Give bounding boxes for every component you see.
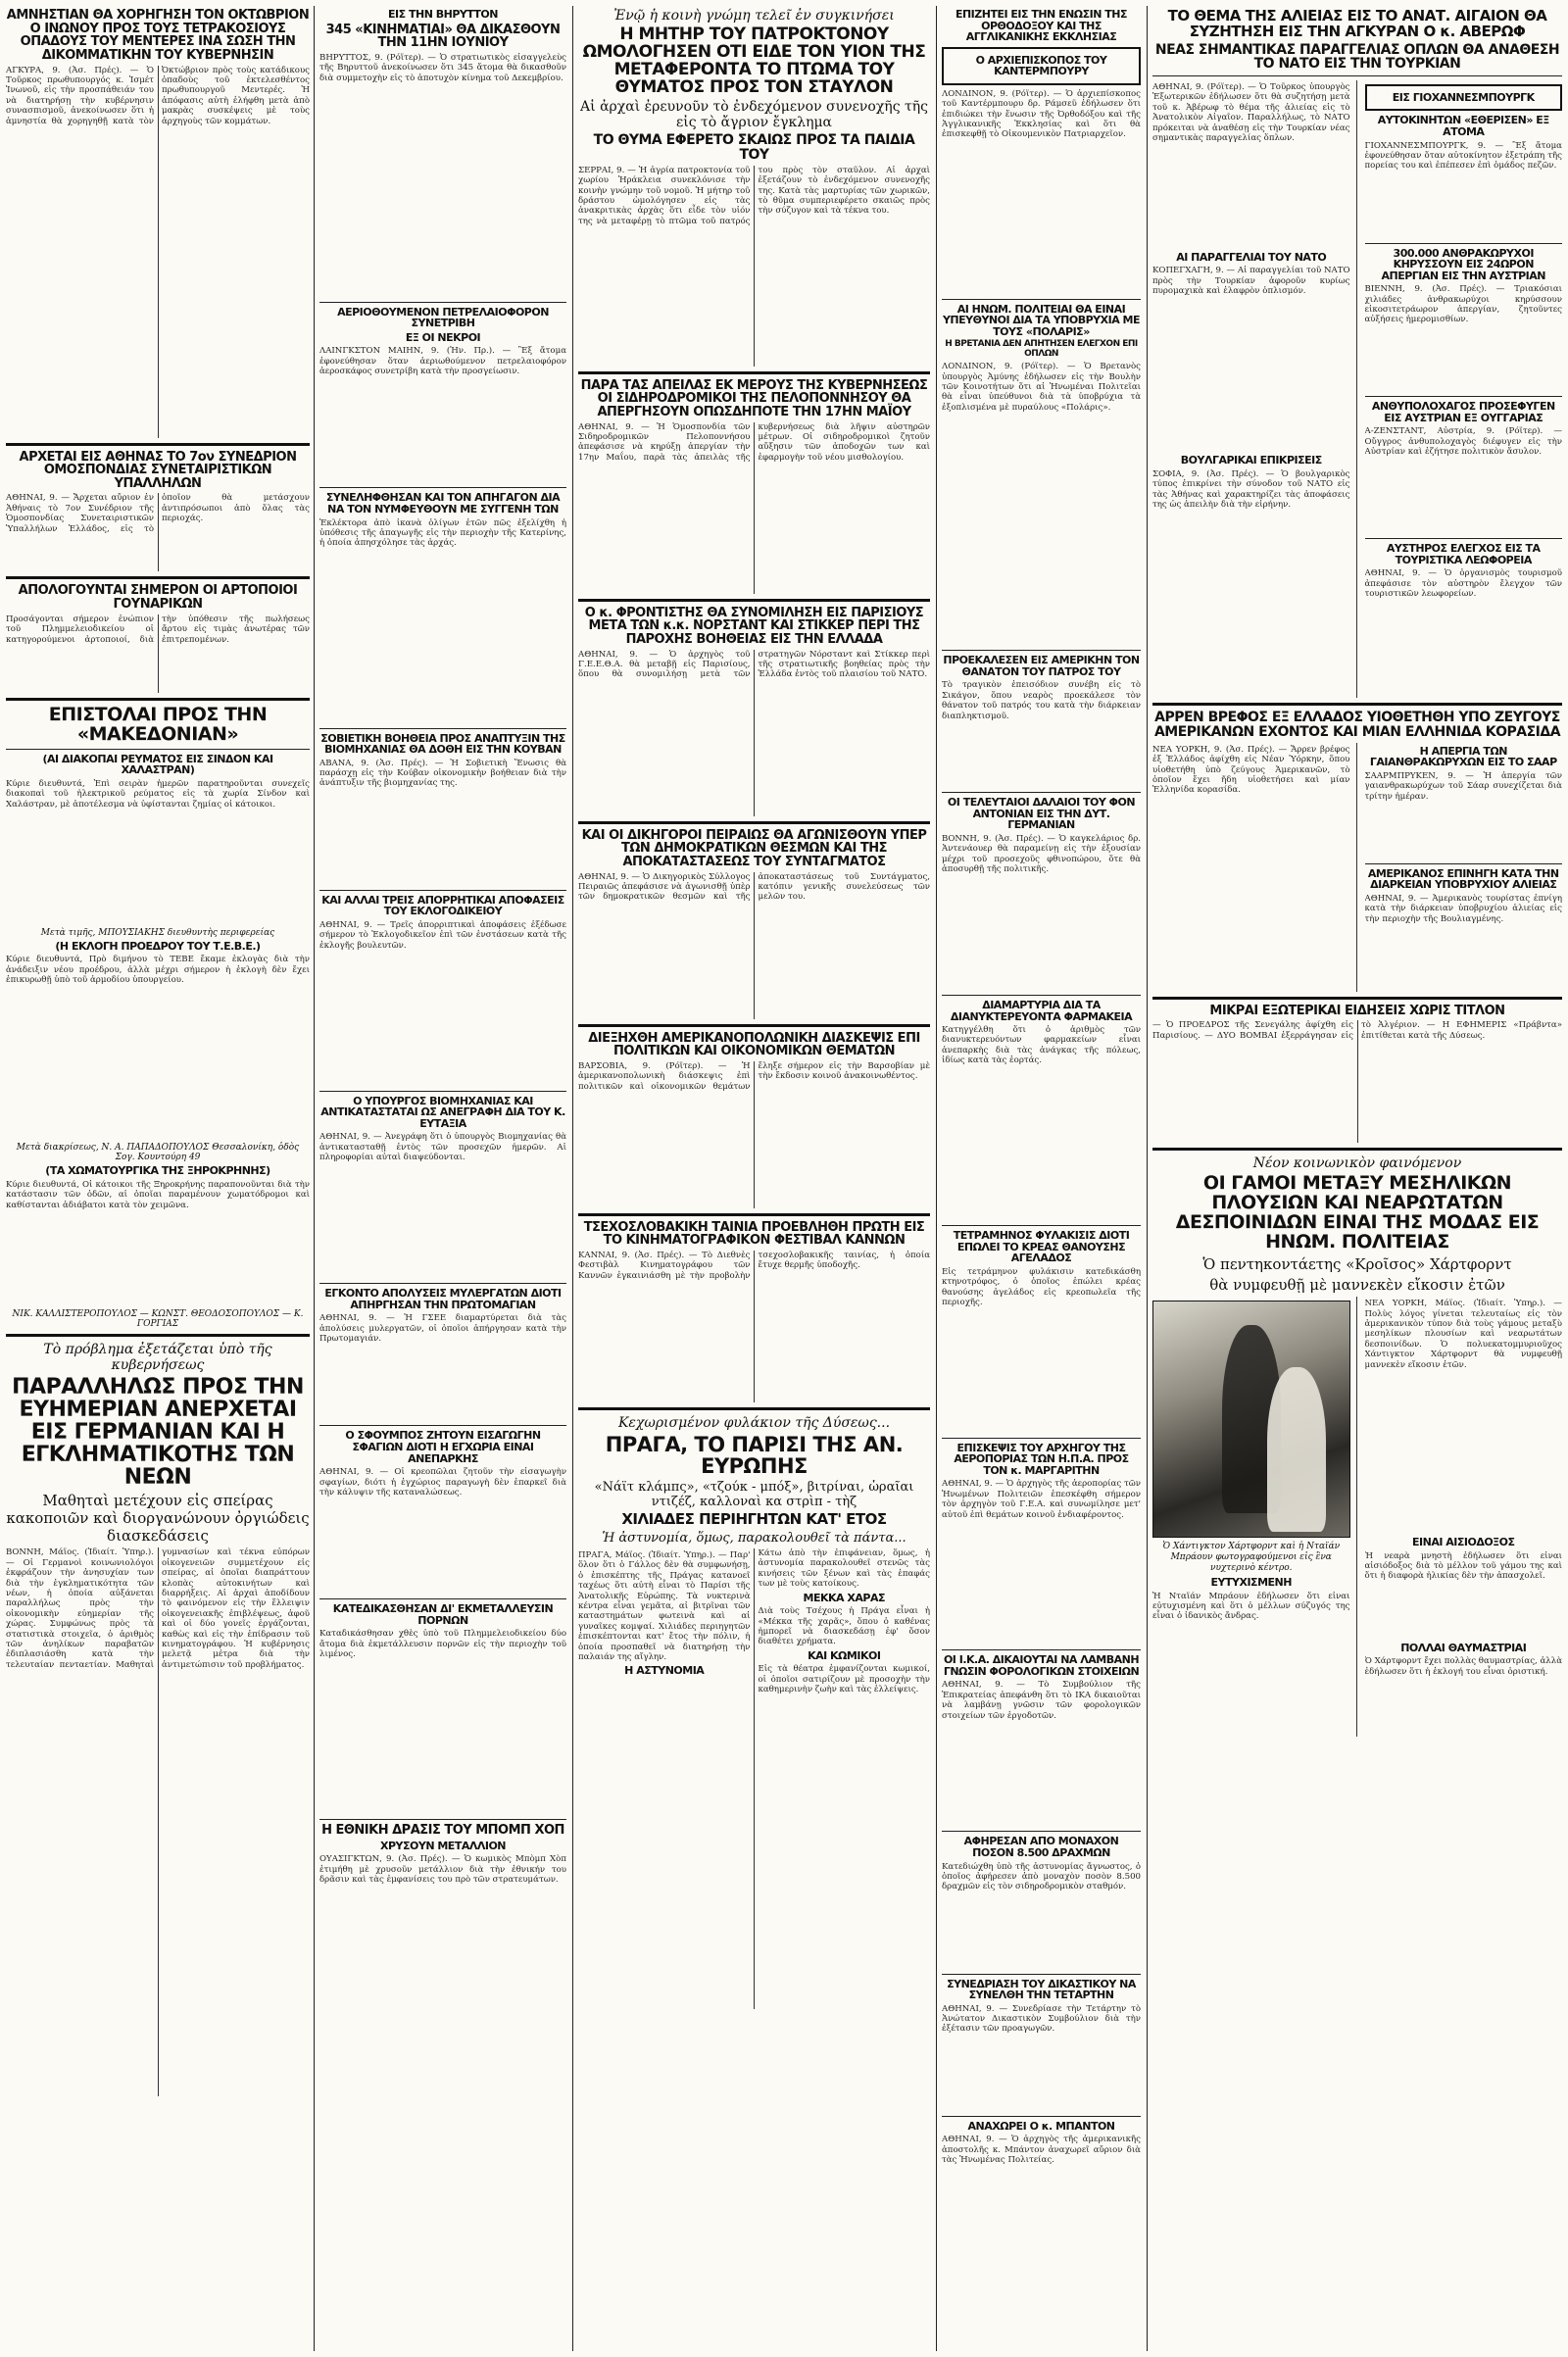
photo-hartford (1152, 1301, 1350, 1538)
headline-letter1: (ΑΙ ΔΙΑΚΟΠΑΙ ΡΕΥΜΑΤΟΣ ΕΙΣ ΣΙΝΔΟΝ ΚΑΙ ΧΑΛΑΣΤΡΑΝ) (42, 752, 273, 777)
headline-letter2: (Η ΕΚΛΟΓΗ ΠΡΟΕΔΡΟΥ ΤΟΥ Τ.Ε.Β.Ε.) (55, 939, 261, 953)
subhead-mother: Αἱ ἀρχαὶ ἐρευνοῦν τὸ ἐνδεχόμενον συνενοχῆς τῆς εἰς τὸ ἄγριον ἔγκλημα (580, 99, 928, 131)
article-drowning: ΑΘΗΝΑΙ, 9. — Ἀμερικανὸς τουρίστας ἐπνίγη κατὰ τὴν διάρκειαν ὑποβρυχίου ἁλιείας εἰς τὴν περιοχὴν τῆς Βουλιαγμένης. (1364, 893, 1562, 924)
headline-conviction: ΚΑΤΕΔΙΚΑΣΘΗΣΑΝ ΔΙ' ΕΚΜΕΤΑΛΛΕΥΣΙΝ ΠΟΡΝΩΝ (332, 1602, 554, 1627)
article-death: Τὸ τραγικὸν ἐπεισόδιον συνέβη εἰς τὸ Σικάγον, ὅπου νεαρὸς προεκάλεσε τὸν θάνατον τοῦ πατρός του κατὰ τὴν διάρκειαν διαπληκτισμοῦ. (942, 680, 1141, 721)
headline-judicial: ΣΥΝΕΔΡΙΑΣΗ ΤΟΥ ΔΙΚΑΣΤΙΚΟΥ ΝΑ ΣΥΝΕΛΘΗ ΤΗΝ ΤΕΤΑΡΤΗΝ (947, 1977, 1136, 2002)
article-prague-columns (578, 1548, 930, 2009)
subhead3-prague: Ἡ ἀστυνομία, ὅμως, παρακολουθεῖ τὰ πάντα... (602, 1530, 906, 1546)
headline-aid: Ο κ. ΦΡΟΝΤΙΣΤΗΣ ΘΑ ΣΥΝΟΜΙΛΗΣΗ ΕΙΣ ΠΑΡΙΣΙΟΥΣ ΜΕΤΑ ΤΩΝ κ.κ. ΝΟΡΣΤΑΝΤ ΚΑΙ ΣΤΙΚΚΕΡ ΠΕΡΙ ΤΗΣ ΠΑΡΟΧΗΣ ΒΟΗΘΕΙΑΣ ΕΙΣ ΤΗΝ ΕΛΛΑΔΑ (584, 605, 924, 647)
article-industry: ΑΘΗΝΑΙ, 9. — Ἀνεγράφη ὅτι ὁ ὑπουργὸς Βιομηχανίας θὰ ἀντικατασταθῇ ἐντὸς τῶν προσεχῶν ἡμερῶν. Αἱ πληροφορίαι αὐταὶ διαψεύδονται. (319, 1132, 566, 1163)
subhead-polaris: Η ΒΡΕΤΑΝΙΑ ΔΕΝ ΑΠΗΤΗΣΕΝ ΕΛΕΓΧΟΝ ΕΠΙ ΟΠΛΩΝ (945, 339, 1138, 359)
subhead-prague: «Νάϊτ κλάμπς», «τζούκ - μπόξ», βιτρίναι, ὡραῖαι ντιζέζ, καλλοναὶ κα στρὶπ - τὴζ (594, 1480, 914, 1510)
headline-death: ΠΡΟΕΚΑΛΕΣΕΝ ΕΙΣ ΑΜΕΡΙΚΗΝ ΤΟΝ ΘΑΝΑΤΟΝ ΤΟΥ ΠΑΤΡΟΣ ΤΟΥ (943, 654, 1140, 678)
article-cannes: ΚΑΝΝΑΙ, 9. (Ἀσ. Πρές). — Τὸ Διεθνὲς Φεστιβὰλ Κινηματογράφου τῶν Καννῶν ἐγκαινιάσθη μὲ τὴν προβολὴν τσεχοσλοβακικῆς ταινίας, ἡ ὁποία ἔτυχε θερμῆς ὑποδοχῆς. (578, 1251, 930, 1281)
headline-letters: ΕΠΙΣΤΟΛΑΙ ΠΡΟΣ ΤΗΝ «ΜΑΚΕΔΟΝΙΑΝ» (48, 703, 268, 745)
column-4 (942, 6, 1141, 2351)
label-mecca: ΜΕΚΚΑ ΧΑΡΑΣ (803, 1591, 885, 1604)
headline-usaf-visit: ΕΠΙΣΚΕΨΙΣ ΤΟΥ ΑΡΧΗΓΟΥ ΤΗΣ ΑΕΡΟΠΟΡΙΑΣ ΤΩΝ Η.Π.Α. ΠΡΟΣ ΤΟΝ κ. ΜΑΡΓΑΡΙΤΗΝ (954, 1441, 1129, 1477)
article-optimistic: Ἡ νεαρὰ μνηστὴ ἐδήλωσεν ὅτι εἶναι αἰσιόδοξος διὰ τὸ μέλλον τοῦ γάμου της καὶ ὅτι ἡ διαφορὰ ἡλικίας δὲν τὴν ἀπασχολεῖ. (1364, 1550, 1562, 1582)
article-usaf-visit: ΑΘΗΝΑΙ, 9. — Ὁ ἀρχηγὸς τῆς ἀεροπορίας τῶν Ἡνωμένων Πολιτειῶν ἐπεσκέφθη σήμερον τὸν ἀρχηγὸν τοῦ Γ.Ε.Α. καὶ συνωμίλησε μετ' αὐτοῦ ἐπὶ θεμάτων κοινοῦ ἐνδιαφέροντος. (942, 1479, 1141, 1520)
article-mecca: Διὰ τοὺς Τσέχους ἡ Πράγα εἶναι ἡ «Μέκκα τῆς χαρᾶς», ὅπου ὁ καθένας ἠμπορεῖ νὰ διασκεδάσῃ ἐφ' ὅσον διαθέτει χρήματα. (758, 1606, 930, 1647)
headline-prague: ΠΡΑΓΑ, ΤΟ ΠΑΡΙΣΙ ΤΗΣ ΑΝ. ΕΥΡΩΠΗΣ (605, 1433, 904, 1479)
article-judicial: ΑΘΗΝΑΙ, 9. — Συνεδρίασε τὴν Τετάρτην τὸ Ἀνώτατον Δικαστικὸν Συμβούλιον διὰ τὴν ἐξέτασιν τῶν προαγωγῶν. (942, 2003, 1141, 2035)
article-comic: Εἰς τὰ θέατρα ἐμφανίζονται κωμικοί, οἱ ὁποῖοι σατιρίζουν μὲ προσοχὴν τὴν καθημερινὴν ζωὴν καὶ τὰς ἐλλείψεις. (758, 1664, 930, 1695)
article-banton: ΑΘΗΝΑΙ, 9. — Ὁ ἀρχηγὸς τῆς ἀμερικανικῆς ἀποστολῆς κ. Μπάντον ἀναχωρεῖ αὔριον διὰ τὰς Ἡνωμένας Πολιτείας. (942, 2135, 1141, 2165)
article-dead: ΛΑΙΝΓΚΣΤΟΝ ΜΑΙΗΝ, 9. (Ἡν. Πρ.). — Ἓξ ἄτομα ἐφονεύθησαν ὅταν ἀεριωθούμενον πετρελαιοφόρον ἀεροσκάφος συνετρίβη κατὰ τὴν προσγείωσιν. (319, 346, 566, 377)
headline-lawyers: ΚΑΙ ΟΙ ΔΙΚΗΓΟΡΟΙ ΠΕΙΡΑΙΩΣ ΘΑ ΑΓΩΝΙΣΘΟΥΝ ΥΠΕΡ ΤΩΝ ΔΗΜΟΚΡΑΤΙΚΩΝ ΘΕΣΜΩΝ ΚΑΙ ΤΗΣ ΑΠΟΚΑΤΑΣΤΑΣΕΩΣ ΤΟΥ ΣΥΝΤΑΓΜΑΤΟΣ (581, 827, 927, 869)
headline-theft: ΑΦΗΡΕΣΑΝ ΑΠΟ ΜΟΝΑΧΟΝ ΠΟΣΟΝ 8.500 ΔΡΑΧΜΩΝ (963, 1835, 1119, 1859)
label-optimistic: ΕΙΝΑΙ ΑΙΣΙΟΔΟΞΟΣ (1412, 1536, 1515, 1549)
headline-germany: ΠΑΡΑΛΛΗΛΩΣ ΠΡΟΣ ΤΗΝ ΕΥΗΜΕΡΙΑΝ ΑΝΕΡΧΕΤΑΙ ΕΙΣ ΓΕΡΜΑΝΙΑΝ ΚΑΙ Η ΕΓΚΛΗΜΑΤΙΚΟΤΗΣ ΤΩΝ ΝΕΩΝ (12, 1374, 304, 1491)
article-pharmacies: Κατηγγέλθη ὅτι ὁ ἀριθμὸς τῶν διανυκτερευόντων φαρμακείων εἶναι ἀνεπαρκὴς διὰ τὰς ἀνάγκας τῆς πόλεως, ἰδίως κατὰ τὰς ἑορτάς. (942, 1025, 1141, 1066)
article-bobhope: ΟΥΑΣΙΓΚΤΩΝ, 9. (Ἀσ. Πρές). — Ὁ κωμικὸς Μπὸμπ Χὸπ ἐτιμήθη μὲ χρυσοῦν μετάλλιον διὰ τὴν ἐθνικήν του δρᾶσιν καὶ τὰς ἐμφανίσεις του πρὸ τῶν στρατευμάτων. (319, 1854, 566, 1886)
article-saar: ΣΑΑΡΜΠΡΥΚΕΝ, 9. — Ἡ ἀπεργία τῶν γαιανθρακωρύχων τοῦ Σάαρ συνεχίζεται διὰ τρίτην ἡμέραν. (1364, 770, 1562, 802)
article-bulgaria: ΣΟΦΙΑ, 9. (Ἀσ. Πρές). — Ὁ βουλγαρικὸς τύπος ἐπικρίνει τὴν σύνοδον τοῦ ΝΑΤΟ εἰς τὰς Ἀθήνας καὶ χαρακτηρίζει τὰς ἀποφάσεις της ὡς ἀπειλὴν διὰ τὴν εἰρήνην. (1152, 468, 1350, 511)
row-adoption (1152, 743, 1562, 992)
headline-electoral: ΚΑΙ ΑΛΛΑΙ ΤΡΕΙΣ ΑΠΟΡΡΗΤΙΚΑΙ ΑΠΟΦΑΣΕΙΣ ΤΟΥ ΕΚΛΟΓΟΔΙΚΕΙΟΥ (321, 893, 564, 918)
headline-beirut: 345 «ΚΙΝΗΜΑΤΙΑΙ» ΘΑ ΔΙΚΑΣΘΟΥΝ ΤΗΝ 11ΗΝ ΙΟΥΝΙΟΥ (325, 22, 561, 51)
article-amnesty: ΑΓΚΥΡΑ, 9. (Ἀσ. Πρές). — Ὁ Τοῦρκος πρωθυπουργός κ. Ἰσμέτ Ἰνωνοῦ, εἰς τὴν προσπάθειάν του νὰ διατηρήσῃ τὴν κυβέρνησιν συνασπισμοῦ, ἀνεκοίνωσεν ὅτι ἡ ἀμνηστία θὰ χορηγηθῇ κατὰ τὸν Ὀκτώβριον πρὸς τοὺς κατάδικους ὀπαδοὺς τοῦ ἐκτελεσθέντος πρωθυπουργοῦ Μεντερές. Ἡ ἀπόφασις αὐτὴ ἐλήφθη μετὰ ἀπὸ μακρὰς συσκέψεις μὲ τοὺς ἀρχηγοὺς τῶν κομμάτων. (6, 65, 310, 126)
signature-letter1: Μετὰ τιμῆς, ΜΠΟΥΣΙΑΚΗΣ διευθυντὴς περιφερείας (40, 927, 275, 938)
article-aid: ΑΘΗΝΑΙ, 9. — Ὁ ἀρχηγὸς τοῦ Γ.Ε.Ε.Θ.Α. θὰ μεταβῇ εἰς Παρισίους, ὅπου θὰ συνομιλήσῃ μετὰ τῶν στρατηγῶν Νόρσταντ καὶ Στίκκερ περὶ τῆς στρατιωτικῆς βοηθείας πρὸς τὴν Ἑλλάδα ἐντὸς τοῦ πλαισίου τοῦ ΝΑΤΟ. (578, 649, 930, 680)
article-letter1: Κύριε διευθυντά, Ἐπὶ σειρὰν ἡμερῶν παρατηροῦνται συνεχεῖς διακοπαὶ τοῦ ἠλεκτρικοῦ ρεύματος εἰς τὰ χωρία Σίνδον καὶ Χαλάστραν, μὲ ἀποτέλεσμα νὰ ὑφίστανται ζημίας οἱ κάτοικοι. (6, 778, 310, 810)
article-tourism: ΑΘΗΝΑΙ, 9. — Ὁ ὀργανισμὸς τουρισμοῦ ἀπεφάσισε τὸν αὐστηρὸν ἔλεγχον τῶν τουριστικῶν λεωφορείων. (1364, 568, 1562, 600)
headline-polaris: ΑΙ ΗΝΩΜ. ΠΟΛΙΤΕΙΑΙ ΘΑ ΕΙΝΑΙ ΥΠΕΥΘΥΝΟΙ ΔΙΑ ΤΑ ΥΠΟΒΡΥΧΙΑ ΜΕ ΤΟΥΣ «ΠΟΛΑΡΙΣ» (942, 302, 1141, 338)
subhead-dead: ΕΞ ΟΙ ΝΕΚΡΟΙ (405, 330, 481, 344)
headline-amnesty: ΑΜΝΗΣΤΙΑΝ ΘΑ ΧΟΡΗΓΗΣΗ ΤΟΝ ΟΚΤΩΒΡΙΟΝ Ο ΙΝΩΝΟΥ ΠΡΟΣ ΤΟΥΣ ΤΕΤΡΑΚΟΣΙΟΥΣ ΟΠΑΔΟΥΣ ΤΟΥ ΜΕΝΤΕΡΕΣ ΙΝΑ ΣΩΣΗ ΤΗΝ ΔΙΚΟΜΜΑΤΙΚΗΝ ΤΟΥ ΚΥΒΕΡΝΗΣΙΝ (6, 8, 310, 63)
kicker-beirut: ΕΙΣ ΤΗΝ ΒΗΡΥΤΤΟΝ (388, 8, 498, 21)
headline-railway-strike: ΠΑΡΑ ΤΑΣ ΑΠΕΙΛΑΣ ΕΚ ΜΕΡΟΥΣ ΤΗΣ ΚΥΒΕΡΝΗΣΕΩΣ ΟΙ ΣΙΔΗΡΟΔΡΟΜΙΚΟΙ ΤΗΣ ΠΕΛΟΠΟΝΝΗΣΟΥ ΘΑ ΑΠΕΡΓΗΣΟΥΝ ΟΠΩΣΔΗΠΟΤΕ ΤΗΝ 17ΗΝ ΜΑΪΟΥ (580, 377, 928, 420)
headline-millers: ΕΓΚΟΝΤΟ ΑΠΟΛΥΣΕΙΣ ΜΥΛΕΡΓΑΤΩΝ ΔΙΟΤΙ ΑΠΗΡΓΗΣΑΝ ΤΗΝ ΠΡΩΤΟΜΑΓΙΑΝ (324, 1287, 562, 1311)
article-theft: Κατεδιώχθη ὑπὸ τῆς ἀστυνομίας ἄγνωστος, ὁ ὁποῖος ἀφήρεσεν ἀπὸ μοναχὸν ποσὸν 8.500 δραχμῶν εἰς τὸν σιδηροδρομικὸν σταθμόν. (942, 1861, 1141, 1892)
kicker-mother: Ἐνῷ ἡ κοινὴ γνώμη τελεῖ ἐν συγκινήσει (613, 8, 895, 24)
article-millers: ΑΘΗΝΑΙ, 9. — Ἡ ΓΣΕΕ διαμαρτύρεται διὰ τὰς ἀπολύσεις μυλεργατῶν, οἱ ὁποῖοι ἀπήργησαν κατὰ τὴν Πρωτομαγιάν. (319, 1313, 566, 1345)
headline-bakers: ΑΠΟΛΟΓΟΥΝΤΑΙ ΣΗΜΕΡΟΝ ΟΙ ΑΡΤΟΠΟΙΟΙ ΓΟΥΝΑΡΙΚΩΝ (18, 583, 298, 613)
article-meat: ΑΘΗΝΑΙ, 9. — Οἱ κρεοπῶλαι ζητοῦν τὴν εἰσαγωγὴν σφαγίων, διότι ἡ ἐγχώριος παραγωγὴ δὲν ἐπαρκεῖ διὰ τὴν κάλυψιν τῆς καταναλώσεως. (319, 1467, 566, 1498)
article-lawyers: ΑΘΗΝΑΙ, 9. — Ὁ Δικηγορικὸς Σύλλογος Πειραιῶς ἀπεφάσισε νὰ ἀγωνισθῇ ὑπὲρ τῶν δημοκρατικῶν θεσμῶν καὶ τῆς ἀποκαταστάσεως τοῦ Συντάγματος, κατόπιν γενικῆς συνελεύσεως τῶν μελῶν του. (578, 871, 930, 903)
caption-hartford: Ὁ Χάντιγκτον Χάρτφορντ καὶ ἡ Νταϊάν Μπράουν φωτογραφούμενοι εἰς ἓνα νυχτερινὸ κέντρο. (1162, 1542, 1341, 1574)
article-church: ΛΟΝΔΙΝΟΝ, 9. (Ρόϊτερ). — Ὁ ἀρχιεπίσκοπος τοῦ Καντέρμπουρυ δρ. Ράμσεϋ ἐδήλωσεν ὅτι ἐπιδιώκει τὴν ἕνωσιν τῆς Ὀρθοδόξου καὶ τῆς Ἀγγλικανικῆς Ἐκκλησίας καὶ ὅτι θὰ ἐπισκεφθῇ τὸ Οἰκουμενικὸν Πατριαρχεῖον. (942, 88, 1141, 140)
article-happy: Ἡ Νταϊάν Μπράουν ἐδήλωσεν ὅτι εἶναι εὐτυχισμένη καὶ ὅτι ὁ μέλλων σύζυγός της εἶναι ὁ ἰδανικὸς ἄνδρας. (1152, 1591, 1350, 1622)
headline-banton: ΑΝΑΧΩΡΕΙ Ο κ. ΜΠΑΝΤΟΝ (967, 2119, 1115, 2133)
column-rule (572, 6, 573, 2351)
column-2 (319, 6, 566, 2351)
article-cow: Εἰς τετράμηνον φυλάκισιν κατεδικάσθη κτηνοτρόφος, ὁ ὁποῖος ἐπώλει κρέας θανούσης ἀγελάδος εἰς κρεοπωλεῖα τῆς περιοχῆς. (942, 1266, 1141, 1307)
article-conviction: Καταδικάσθησαν χθὲς ὑπὸ τοῦ Πλημμελειοδικείου δύο ἄτομα διὰ ἐκμετάλλευσιν πορνῶν εἰς τὴν περιοχὴν τοῦ λιμένος. (319, 1629, 566, 1660)
headline-abduction: ΣΥΝΕΛΗΦΘΗΣΑΝ ΚΑΙ ΤΟΝ ΑΠΗΓΑΓΟΝ ΔΙΑ ΝΑ ΤΟΝ ΝΥΜΦΕΥΘΟΥΝ ΜΕ ΣΥΓΓΕΝΗ ΤΩΝ (325, 491, 561, 516)
article-misc: — Ὁ ΠΡΟΕΔΡΟΣ τῆς Σενεγάλης ἀφίχθη εἰς Παρισίους. — ΔΥΟ ΒΟΜΒΑΙ ἐξερράγησαν εἰς τὸ Ἀλγέριον. — Η ΕΦΗΜΕΡΙΣ «Πράβντα» ἐπιτίθεται κατὰ τῆς Δύσεως. (1152, 1020, 1562, 1041)
article-letter3: Κύριε διευθυντά, Οἱ κάτοικοι τῆς Ξηροκρήνης παραπονοῦνται διὰ τὴν κατάστασιν τῶν ὁδῶν, αἱ ὁποῖαι παραμένουν χωματόδρομοι καὶ καθίστανται ἀδιάβατοι κατὰ τὸν χειμῶνα. (6, 1179, 310, 1210)
subhead2-prague: ΧΙΛΙΑΔΕΣ ΠΕΡΙΗΓΗΤΩΝ ΚΑΤ' ΕΤΟΣ (621, 1510, 887, 1529)
headline-cow: ΤΕΤΡΑΜΗΝΟΣ ΦΥΛΑΚΙΣΙΣ ΔΙΟΤΙ ΕΠΩΛΕΙ ΤΟ ΚΡΕΑΣ ΘΑΝΟΥΣΗΣ ΑΓΕΛΑΔΟΣ (953, 1229, 1130, 1265)
column-rule (936, 6, 937, 2351)
label-johannesburg: ΕΙΣ ΓΙΟΧΑΝΝΕΣΜΠΟΥΡΓΚ (1392, 90, 1535, 104)
kicker-prague: Κεχωρισμένον φυλάκιον τῆς Δύσεως... (617, 1415, 891, 1432)
headline-bobhope: Η ΕΘΝΙΚΗ ΔΡΑΣΙΣ ΤΟΥ ΜΠΟΜΠ ΧΟΠ (321, 1823, 564, 1839)
article-nato-orders: ΚΟΠΕΓΧΑΓΗ, 9. — Αἱ παραγγελίαι τοῦ ΝΑΤΟ πρὸς τὴν Τουρκίαν ἀφοροῦν κυρίως πυρομαχικὰ καὶ ἐλαφρὸν ὁπλισμόν. (1152, 266, 1350, 297)
headline-cars: ΑΥΤΟΚΙΝΗΤΩΝ «ΕΘΕΡΙΣΕΝ» ΕΞ ΑΤΟΜΑ (1377, 114, 1549, 138)
article-coop: ΑΘΗΝΑΙ, 9. — Ἄρχεται αὔριον ἐν Ἀθήναις τὸ 7ον Συνέδριον τῆς Ὁμοσπονδίας Συνεταιριστικῶν Ὑπαλλήλων Ἑλλάδος, εἰς τὸ ὁποῖον θὰ μετάσχουν ἀντιπρόσωποι ἀπὸ ὅλας τὰς περιοχάς. (6, 493, 310, 534)
article-letter2: Κύριε διευθυντά, Πρὸ διμήνου τὸ ΤΕΒΕ ἔκαμε ἐκλογὰς διὰ τὴν ἀνάδειξιν νέου προέδρου, ἀλλὰ μέχρι σήμερον ἡ ἐκλογὴ δὲν ἔχει ἐπικυρωθῇ ὑπὸ τοῦ ἁρμοδίου ὑπουργείου. (6, 955, 310, 986)
article-ika: ΑΘΗΝΑΙ, 9. — Τὸ Συμβούλιον τῆς Ἐπικρατείας ἀπεφάνθη ὅτι τὸ ΙΚΑ δικαιοῦται νὰ λαμβάνῃ γνῶσιν τῶν φορολογικῶν στοιχείων τῶν ἐργοδοτῶν. (942, 1680, 1141, 1721)
headline-misc: ΜΙΚΡΑΙ ΕΞΩΤΕΡΙΚΑΙ ΕΙΔΗΣΕΙΣ ΧΩΡΙΣ ΤΙΤΛΟΝ (1209, 1003, 1505, 1018)
label-bulgaria: ΒΟΥΛΓΑΡΙΚΑΙ ΕΠΙΚΡΙΣΕΙΣ (1180, 454, 1322, 467)
article-defector: Α-ΖΕΝΣΤΑΝΤ, Αὐστρία, 9. (Ρόϊτερ). — Οὔγγρος ἀνθυπολοχαγὸς διέφυγεν εἰς τὴν Αὐστρίαν καὶ ἐζήτησε πολιτικὸν ἄσυλον. (1364, 426, 1562, 458)
headline-mother: Η ΜΗΤΗΡ ΤΟΥ ΠΑΤΡΟΚΤΟΝΟΥ ΩΜΟΛΟΓΗΣΕΝ ΟΤΙ ΕΙΔΕ ΤΟΝ ΥΙΟΝ ΤΗΣ ΜΕΤΑΦΕΡΟΝΤΑ ΤΟ ΠΤΩΜΑ ΤΟΥ ΘΥΜΑΤΟΣ ΠΡΟΣ ΤΟΝ ΣΤΑΥΛΟΝ (582, 25, 926, 97)
column-rule (314, 6, 315, 2351)
article-polaris: ΛΟΝΔΙΝΟΝ, 9. (Ρόϊτερ). — Ὁ Βρετανὸς ὑπουργὸς Ἀμύνης ἐδήλωσεν εἰς τὴν Βουλὴν τῶν Κοινοτήτων ὅτι αἱ Ἡνωμέναι Πολιτεῖαι θὰ εἶναι ὑπεύθυνοι διὰ τὰ ὑποβρύχια τὰ ἐξοπλισμένα μὲ πυραύλους «Πολάρις». (942, 362, 1141, 413)
headline-meat: Ο ΣΦΟΥΜΠΟΣ ΖΗΤΟΥΝ ΕΙΣΑΓΩΓΗΝ ΣΦΑΓΙΩΝ ΔΙΟΤΙ Η ΕΓΧΩΡΙΑ ΕΙΝΑΙ ΑΝΕΠΑΡΚΗΣ (345, 1429, 541, 1465)
article-bakers: Προσάγονται σήμερον ἐνώπιον τοῦ Πλημμελειοδικείου οἱ κατηγορούμενοι ἀρτοποιοί, διὰ τὴν ὑπόθεσιν τῆς πωλήσεως ἄρτου εἰς τιμὰς ἀνωτέρας τῶν ἐπιτρεπομένων. (6, 614, 310, 645)
label-happy: ΕΥΤΥΧΙΣΜΕΝΗ (1210, 1576, 1292, 1590)
headline-tourism: ΑΥΣΤΗΡΟΣ ΕΛΕΓΧΟΣ ΕΙΣ ΤΑ ΤΟΥΡΙΣΤΙΚΑ ΛΕΩΦΟΡΕΙΑ (1386, 542, 1541, 566)
article-admirers: Ὁ Χάρτφορντ ἔχει πολλὰς θαυμαστρίας, ἀλλὰ ἐδήλωσεν ὅτι ἡ ἐκλογή του εἶναι ὁριστική. (1364, 1656, 1562, 1677)
subhead-church: Ο ΑΡΧΙΕΠΙΣΚΟΠΟΣ ΤΟΥ ΚΑΝΤΕΡΜΠΟΥΡΥ (975, 53, 1107, 78)
headline-nato-orders: ΝΕΑΣ ΣΗΜΑΝΤΙΚΑΣ ΠΑΡΑΓΓΕΛΙΑΣ ΟΠΛΩΝ ΘΑ ΑΝΑΘΕΣΗ ΤΟ ΝΑΤΟ ΕΙΣ ΤΗΝ ΤΟΥΡΚΙΑΝ (1154, 41, 1560, 73)
headline-church: ΕΠΙΖΗΤΕΙ ΕΙΣ ΤΗΝ ΕΝΩΣΙΝ ΤΗΣ ΟΡΘΟΔΟΞΟΥ ΚΑΙ ΤΗΣ ΑΓΓΛΙΚΑΝΙΚΗΣ ΕΚΚΛΗΣΙΑΣ (955, 8, 1128, 44)
article-police: Κάτω ἀπὸ τὴν ἐπιφάνειαν, ὅμως, ἡ ἀστυνομία παρακολουθεῖ στενῶς τὰς κινήσεις τῶν ξένων καὶ τὰς ἐπαφάς των μὲ τοὺς κατοίκους. (758, 1547, 930, 1590)
label-nato-orders: ΑΙ ΠΑΡΑΓΓΕΛΙΑΙ ΤΟΥ ΝΑΤΟ (1176, 250, 1327, 264)
headline-adenauer: ΟΙ ΤΕΛΕΥΤΑΙΟΙ ΔΑΛΑΙΟΙ ΤΟΥ ΦΟΝ ΑΝΤΟΝΙΑΝ ΕΙΣ ΤΗΝ ΔΥΤ. ΓΕΡΜΑΝΙΑΝ (947, 796, 1136, 832)
article-poland: ΒΑΡΣΟΒΙΑ, 9. (Ρόϊτερ). — Ἡ ἀμερικανοπολωνικὴ διάσκεψις ἐπὶ πολιτικῶν καὶ οἰκονομικῶν θεμάτων ἔληξε σήμερον εἰς τὴν Βαρσοβίαν μὲ τὴν ἔκδοσιν κοινοῦ ἀνακοινωθέντος. (578, 1060, 930, 1092)
article-adoption: ΝΕΑ ΥΟΡΚΗ, 9. (Ἀσ. Πρές). — Ἄρρεν βρέφος ἐξ Ἑλλάδος ἀφίχθη εἰς Νέαν Ὑόρκην, ὅπου υἱοθετήθη ὑπὸ ζεύγους Ἀμερικανῶν, τὸ ὁποῖον ἔχει ἤδη υἱοθετήσει καὶ μίαν Ἑλληνίδα κορασίδα. (1152, 744, 1350, 796)
headline-ika: ΟΙ Ι.Κ.Α. ΔΙΚΑΙΟΥΤΑΙ ΝΑ ΛΑΜΒΑΝΗ ΓΝΩΣΙΝ ΦΟΡΟΛΟΓΙΚΩΝ ΣΤΟΙΧΕΙΩΝ (943, 1653, 1140, 1678)
signature-letter3: ΝΙΚ. ΚΑΛΛΙΣΤΕΡΟΠΟΥΛΟΣ — ΚΩΝΣΤ. ΘΕΟΔΟΣΟΠΟΥΛΟΣ — Κ. ΓΟΡΓΙΑΣ (12, 1308, 304, 1329)
headline-pharmacies: ΔΙΑΜΑΡΤΥΡΙΑ ΔΙΑ ΤΑ ΔΙΑΝΥΚΤΕΡΕΥΟΝΤΑ ΦΑΡΜΑΚΕΙΑ (950, 998, 1133, 1023)
article-railway-strike: ΑΘΗΝΑΙ, 9. — Ἡ Ὁμοσπονδία τῶν Σιδηροδρομικῶν Πελοποννήσου ἀπεφάσισε νὰ κηρύξῃ ἀπεργίαν τὴν 17ην Μαΐου, παρὰ τὰς ἀπειλὰς τῆς κυβερνήσεως διὰ λῆψιν αὐστηρῶν μέτρων. Οἱ σιδηροδρομικοὶ ζητοῦν αὔξησιν τῶν ἀποδοχῶν των καὶ ἐφαρμογὴν τοῦ νέου μισθολογίου. (578, 421, 930, 463)
headline-cannes: ΤΣΕΧΟΣΛΟΒΑΚΙΚΗ ΤΑΙΝΙΑ ΠΡΟΕΒΛΗΘΗ ΠΡΩΤΗ ΕΙΣ ΤΟ ΚΙΝΗΜΑΤΟΓΡΑΦΙΚΟΝ ΦΕΣΤΙΒΑΛ ΚΑΝΝΩΝ (583, 1219, 925, 1249)
headline-industry: Ο ΥΠΟΥΡΓΟΣ ΒΙΟΜΗΧΑΝΙΑΣ ΚΑΙ ΑΝΤΙΚΑΤΑΣΤΑΤΑΙ ΩΣ ΑΝΕΓΡΑΦΗ ΔΙΑ ΤΟΥ Κ. ΕΥΤΑΞΙΑ (320, 1094, 565, 1130)
article-miners-strike: ΒΙΕΝΝΗ, 9. (Ἀσ. Πρές). — Τριακόσιαι χιλιάδες ἀνθρακωρύχοι κηρύσσουν εἰκοσιτετράωρον ἀπεργίαν, ζητοῦντες αὐξήσεις ἡμερομισθίων. (1364, 284, 1562, 325)
label-police: Η ΑΣΤΥΝΟΜΙΑ (624, 1664, 705, 1678)
article-mother: ΣΕΡΡΑΙ, 9. — Ἡ ἀγρία πατροκτονία τοῦ χωρίου Ἡράκλεια συνεκλόνισε τὴν κοινὴν γνώμην τοῦ νομοῦ. Ἡ μήτηρ τοῦ δράστου ὡμολόγησεν εἰς τὰς ἀνακριτικὰς ἀρχὰς ὅτι εἶδε τὸν υἱόν της νὰ μεταφέρῃ τὸ πτῶμα τοῦ πατρός του πρὸς τὸν σταῦλον. Αἱ ἀρχαὶ ἐξετάζουν τὸ ἐνδεχόμενον συνενοχῆς της. Κατὰ τὰς μαρτυρίας τῶν χωρικῶν, τὸ θῦμα συμπεριεφέρετο σκαιῶς πρὸς τὴν σύζυγον καὶ τὰ τέκνα του. (578, 165, 930, 226)
article-cuba: ΑΒΑΝΑ, 9. (Ἀσ. Πρές). — Ἡ Σοβιετικὴ Ἕνωσις θὰ παράσχῃ εἰς τὴν Κούβαν οἰκονομικὴν βοήθειαν διὰ τὴν ἀνάπτυξιν τῆς βιομηχανίας της. (319, 758, 566, 789)
article-prague: ΠΡΑΓΑ, Μάϊος. (Ἰδιαίτ. Ὑπηρ.). — Παρ' ὅλον ὅτι ὁ Γάλλος δὲν θὰ συμφωνήσῃ, ὁ ἐπισκέπτης τῆς Πράγας κατανοεῖ ταχέως ὅτι αὐτὴ εἶναι τὸ Παρίσι τῆς Ἀνατολικῆς Εὐρώπης. Τὰ νυκτερινὰ κέντρα εἶναι γεμᾶτα, αἱ βιτρῖναι τῶν καταστημάτων φωτεινὰ καὶ αἱ γυναῖκες κομψαί. Χιλιάδες περιηγητῶν ἐπισκέπτονται κατ' ἔτος τὴν πόλιν, ἡ ὁποία προσπαθεῖ νὰ διατηρήσῃ τὴν παλαιάν της αἴγλην. (578, 1549, 751, 1662)
row-wedding (1152, 1297, 1562, 1737)
headline-coop: ΑΡΧΕΤΑΙ ΕΙΣ ΑΘΗΝΑΣ ΤΟ 7ον ΣΥΝΕΔΡΙΟΝ ΟΜΟΣΠΟΝΔΙΑΣ ΣΥΝΕΤΑΙΡΙΣΤΙΚΩΝ ΥΠΑΛΛΗΛΩΝ (19, 449, 297, 491)
article-adenauer: ΒΟΝΝΗ, 9. (Ἀσ. Πρές). — Ὁ καγκελάριος δρ. Ἀντενάουερ θὰ παραμείνῃ εἰς τὴν ἐξουσίαν μέχρι τοῦ προσεχοῦς φθινοπώρου, ὅτε θὰ ἀποσυρθῇ τῆς πολιτικῆς. (942, 833, 1141, 875)
article-abduction: Ἐκλέκτορα ἀπὸ ἱκανὰ ὀλίγων ἐτῶν πῶς ἐξελίχθη ἡ ὑπόθεσις τῆς ἀπαγωγῆς εἰς τὴν περιοχὴν τῆς Κατερίνης, ἡ ὁποία ἀπησχόλησε τὰς ἀρχάς. (319, 517, 566, 549)
headline-miners-strike: 300.000 ΑΝΘΡΑΚΩΡΥΧΟΙ ΚΗΡΥΣΣΟΥΝ ΕΙΣ 24ΩΡΟΝ ΑΠΕΡΓΙΑΝ ΕΙΣ ΤΗΝ ΑΥΣΤΡΙΑΝ (1381, 246, 1545, 282)
subhead-bobhope: ΧΡΥΣΟΥΝ ΜΕΤΑΛΛΙΟΝ (379, 1839, 507, 1852)
row-nato (1152, 80, 1562, 698)
headline-aegean: ΤΟ ΘΕΜΑ ΤΗΣ ΑΛΙΕΙΑΣ ΕΙΣ ΤΟ ΑΝΑΤ. ΑΙΓΑΙΟΝ ΘΑ ΣΥΖΗΤΗΣΗ ΕΙΣ ΤΗΝ ΑΓΚΥΡΑΝ Ο κ. ΑΒΕΡΩΦ (1167, 7, 1547, 40)
subhead-germany: Μαθηταὶ μετέχουν εἰς σπείρας κακοποιῶν καὶ διοργανώνουν ὀργιώδεις διασκεδάσεις (6, 1492, 310, 1546)
article-germany: ΒΟΝΝΗ, Μάϊος. (Ἰδιαίτ. Ὑπηρ.). — Οἱ Γερμανοὶ κοινωνιολόγοι ἐκφράζουν τὴν ἀνησυχίαν των διὰ τὴν ἐγκληματικότητα τῶν νέων, ἡ ὁποία αὐξάνεται παραλλήλως πρὸς τὴν οἰκονομικὴν εὐημερίαν τῆς χώρας. Συμφώνως πρὸς τὰ στατιστικὰ στοιχεῖα, ὁ ἀριθμὸς τῶν ἀνηλίκων παραβατῶν ἐδιπλασιάσθη κατὰ τὴν τελευταίαν πενταετίαν. Μαθηταὶ γυμνασίων καὶ τέκνα εὐπόρων οἰκογενειῶν συμμετέχουν εἰς σπείρας, αἱ ὁποῖαι διαπράττουν κλοπὰς αὐτοκινήτων καὶ διαρρήξεις. Αἱ ἀρχαὶ ἀποδίδουν τὸ φαινόμενον εἰς τὴν ἔλλειψιν οἰκογενειακῆς ἐπιβλέψεως, ἀφοῦ καὶ οἱ δύο γονεῖς ἐργάζονται, καθὼς καὶ εἰς τὴν ἐπίδρασιν τοῦ κινηματογράφου. Ἡ κυβέρνησις μελετᾷ μέτρα διὰ τὴν ἀντιμετώπισιν τοῦ προβλήματος. (6, 1547, 310, 1670)
headline-poland: ΔΙΕΞΗΧΘΗ ΑΜΕΡΙΚΑΝΟΠΟΛΩΝΙΚΗ ΔΙΑΣΚΕΨΙΣ ΕΠΙ ΠΟΛΙΤΙΚΩΝ ΚΑΙ ΟΙΚΟΝΟΜΙΚΩΝ ΘΕΜΑΤΩΝ (588, 1030, 920, 1059)
headline-dead: ΑΕΡΙΟΘΟΥΜΕΝΟΝ ΠΕΤΡΕΛΑΙΟΦΟΡΟΝ ΣΥΝΕΤΡΙΒΗ (337, 305, 549, 330)
article-cars: ΓΙΟΧΑΝΝΕΣΜΠΟΥΡΓΚ, 9. — Ἓξ ἄτομα ἐφονεύθησαν ὅταν αὐτοκίνητον ἐξετράπη τῆς πορείας του καὶ ἐπέπεσεν ἐπὶ ὁμάδος πεζῶν. (1364, 140, 1562, 172)
headline-drowning: ΑΜΕΡΙΚΑΝΟΣ ΕΠΙΝΗΓΗ ΚΑΤΑ ΤΗΝ ΔΙΑΡΚΕΙΑΝ ΥΠΟΒΡΥΧΙΟΥ ΑΛΙΕΙΑΣ (1367, 866, 1559, 892)
article-wedding: ΝΕΑ ΥΟΡΚΗ, Μάϊος. (Ἰδιαίτ. Ὑπηρ.). — Πολὺς λόγος γίνεται τελευταίως εἰς τὸν ἀμερικανικὸν τύπον διὰ τοὺς γάμους μεταξὺ μεσηλίκων πλουσίων καὶ νεαρωτάτων δεσποινίδων. Ὁ πολυεκατομμυριοῦχος Χάντιγκτον Χάρτφορντ θὰ νυμφευθῇ μαννεκὲν εἴκοσιν ἐτῶν. (1364, 1299, 1562, 1370)
article-beirut: ΒΗΡΥΤΤΟΣ, 9. (Ρόϊτερ). — Ὁ στρατιωτικὸς εἰσαγγελεὺς τῆς Βηρυττοῦ ἀνεκοίνωσεν ὅτι 345 ἄτομα θὰ δικασθοῦν διὰ συμμετοχὴν εἰς τὸ ἀποτυχὸν κίνημα τοῦ Δεκεμβρίου. (319, 52, 566, 83)
headline-defector: ΑΝΘΥΠΟΛΟΧΑΓΟΣ ΠΡΟΣΕΦΥΓΕΝ ΕΙΣ ΑΥΣΤΡΙΑΝ ΕΞ ΟΥΓΓΑΡΙΑΣ (1371, 400, 1555, 424)
kicker-germany: Τὸ πρόβλημα ἐξετάζεται ὑπὸ τῆς κυβερνήσεως (43, 1341, 272, 1373)
label-comic: ΚΑΙ ΚΩΜΙΚΟΙ (808, 1648, 881, 1662)
label-admirers: ΠΟΛΛΑΙ ΘΑΥΜΑΣΤΡΙΑΙ (1400, 1641, 1527, 1654)
headline-saar: Η ΑΠΕΡΓΙΑ ΤΩΝ ΓΑΙΑΝΘΡΑΚΩΡΥΧΩΝ ΕΙΣ ΤΟ ΣΑΑΡ (1369, 744, 1557, 769)
subhead2-mother: ΤΟ ΘΥΜΑ ΕΦΕΡΕΤΟ ΣΚΑΙΩΣ ΠΡΟΣ ΤΑ ΠΑΙΔΙΑ ΤΟΥ (593, 132, 915, 164)
column-rule (1147, 6, 1148, 2351)
column-5 (1152, 6, 1562, 2351)
headline-letter3: (ΤΑ ΧΩΜΑΤΟΥΡΓΙΚΑ ΤΗΣ ΞΗΡΟΚΡΗΝΗΣ) (45, 1164, 270, 1178)
headline-adoption: ΑΡΡΕΝ ΒΡΕΦΟΣ ΕΞ ΕΛΛΑΔΟΣ ΥΙΟΘΕΤΗΘΗ ΥΠΟ ΖΕΥΓΟΥΣ ΑΜΕΡΙΚΑΝΩΝ ΕΧΟΝΤΟΣ ΚΑΙ ΜΙΑΝ ΕΛΛΗΝΙΔΑ ΚΟΡΑΣΙΔΑ (1153, 710, 1561, 741)
column-1 (6, 6, 310, 2351)
article-electoral: ΑΘΗΝΑΙ, 9. — Τρεῖς ἀπορριπτικαὶ ἀποφάσεις ἐξέδωσε σήμερον τὸ Ἐκλογοδικεῖον ἐπὶ τῶν ἐνστάσεων κατὰ τῆς ἐκλογῆς βουλευτῶν. (319, 919, 566, 951)
subhead2-wedding: θὰ νυμφευθῇ μὲ μαννεκὲν εἴκοσιν ἐτῶν (1209, 1276, 1505, 1295)
signature-letter2: Μετὰ διακρίσεως, Ν. Α. ΠΑΠΑΔΟΠΟΥΛΟΣ Θεσσαλονίκη, ὁδὸς Σογ. Κουντούρη 49 (16, 1143, 300, 1163)
kicker-wedding: Νέον κοινωνικὸν φαινόμενον (1252, 1155, 1462, 1172)
headline-wedding: ΟΙ ΓΑΜΟΙ ΜΕΤΑΞΥ ΜΕΣΗΛΙΚΩΝ ΠΛΟΥΣΙΩΝ ΚΑΙ ΝΕΑΡΩΤΑΤΩΝ ΔΕΣΠΟΙΝΙΔΩΝ ΕΙΝΑΙ ΤΗΣ ΜΟΔΑΣ ΕΙΣ ΗΝΩΜ. ΠΟΛΙΤΕΙΑΣ (1175, 1172, 1540, 1253)
headline-cuba: ΣΟΒΙΕΤΙΚΗ ΒΟΗΘΕΙΑ ΠΡΟΣ ΑΝΑΠΤΥΞΙΝ ΤΗΣ ΒΙΟΜΗΧΑΝΙΑΣ ΘΑ ΔΟΘΗ ΕΙΣ ΤΗΝ ΚΟΥΒΑΝ (320, 731, 565, 757)
column-3 (578, 6, 930, 2351)
subhead-wedding: Ὁ πεντηκοντάετης «Κροῖσος» Χάρτφορντ (1202, 1255, 1512, 1274)
article-nato: ΑΘΗΝΑΙ, 9. (Ρόϊτερ). — Ὁ Τοῦρκος ὑπουργὸς Ἐξωτερικῶν ἐδήλωσεν ὅτι θὰ συζητήσῃ μετὰ τοῦ κ. Ἀβέρωφ τὸ θέμα τῆς ἁλιείας εἰς τὸ Ἀνατολικὸν Αἰγαῖον. Παραλλήλως, τὸ ΝΑΤΟ πρόκειται νὰ ἀναθέσῃ εἰς τὴν Τουρκίαν νέας σημαντικὰς παραγγελίας ὅπλων. (1152, 81, 1350, 143)
